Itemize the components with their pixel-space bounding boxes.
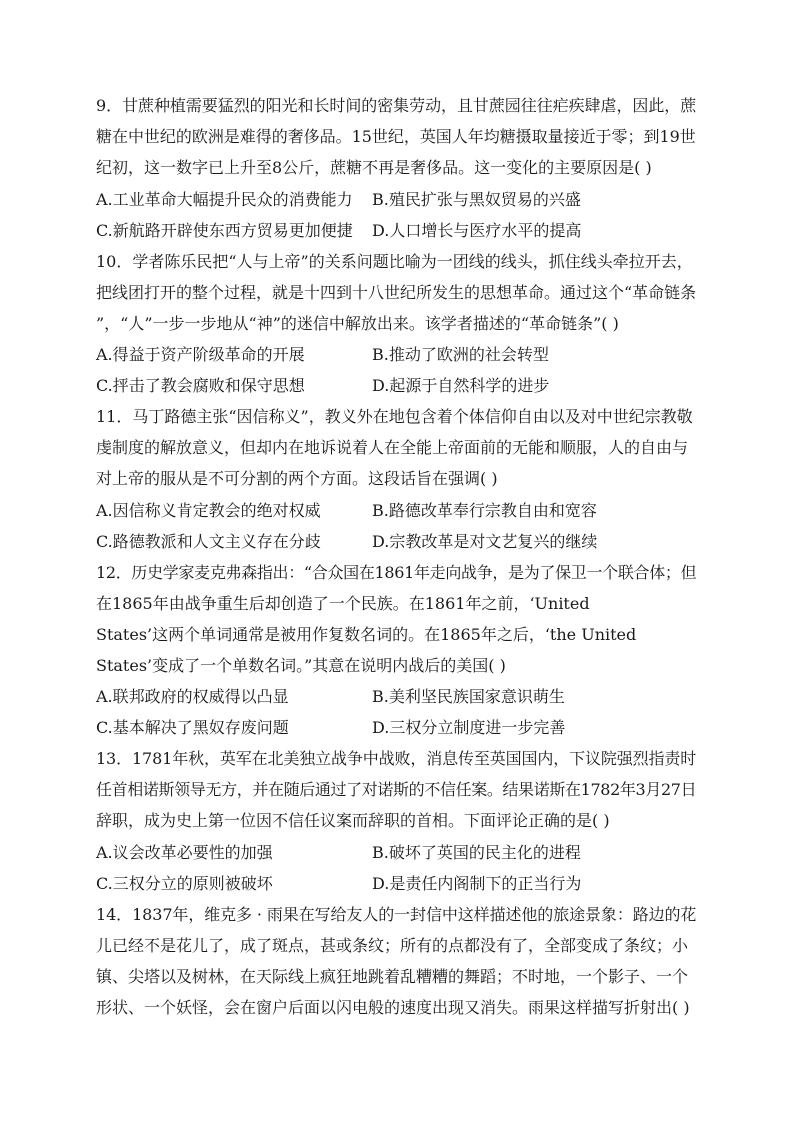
q12-option-c[interactable]: C.基本解决了黑奴存废问题	[96, 718, 289, 737]
q12-option-d[interactable]: D.三权分立制度进一步完善	[372, 718, 566, 737]
q12-stem-line-2: 在1865年由战争重生后却创造了一个民族。在1861年之前，‘United	[96, 594, 590, 613]
q13-option-a[interactable]: A.议会改革必要性的加强	[96, 843, 273, 862]
q9-stem-line-2: 糖在中世纪的欧洲是难得的奢侈品。15世纪，英国人年均糖摄取量接近于零；到19世	[96, 127, 696, 146]
q9-stem-line-3: 纪初，这一数字已上升至8公斤，蔗糖不再是奢侈品。这一变化的主要原因是( )	[96, 158, 652, 177]
q11-option-a[interactable]: A.因信称义肯定教会的绝对权威	[96, 501, 321, 520]
q10-option-c[interactable]: C.抨击了教会腐败和保守思想	[96, 376, 305, 395]
q13-stem-line-3: 辞职，成为史上第一位因不信任议案而辞职的首相。下面评论正确的是( )	[96, 811, 610, 830]
q14-stem-line-2: 儿已经不是花儿了，成了斑点，甚或条纹；所有的点都没有了，全部变成了条纹；小	[96, 936, 689, 955]
q12-option-b[interactable]: B.美利坚民族国家意识萌生	[372, 687, 565, 706]
q14-stem-line-4: 形状、一个妖怪，会在窗户后面以闪电般的速度出现又消失。雨果这样描写折射出( )	[96, 998, 690, 1017]
q13-option-b[interactable]: B.破坏了英国的民主化的进程	[372, 843, 581, 862]
q12-option-a[interactable]: A.联邦政府的权威得以凸显	[96, 687, 289, 706]
q11-option-d[interactable]: D.宗教改革是对文艺复兴的继续	[372, 532, 598, 551]
q14-stem-line-1: 14．1837年，维克多 · 雨果在写给友人的一封信中这样描述他的旅途景象：路边的花	[96, 905, 696, 924]
q13-stem-line-2: 任首相诺斯领导无方，并在随后通过了对诺斯的不信任案。结果诺斯在1782年3月27日	[96, 780, 696, 799]
q9-option-b[interactable]: B.殖民扩张与黑奴贸易的兴盛	[372, 190, 581, 209]
q11-option-b[interactable]: B.路德改革奉行宗教自由和宽容	[372, 501, 597, 520]
q13-stem-line-1: 13．1781年秋，英军在北美独立战争中战败，消息传至英国国内，下议院强烈指责时	[96, 749, 696, 768]
q10-option-a[interactable]: A.得益于资产阶级革命的开展	[96, 345, 305, 364]
q9-option-c[interactable]: C.新航路开辟使东西方贸易更加便捷	[96, 221, 353, 240]
q11-stem-line-2: 虔制度的解放意义，但却内在地诉说着人在全能上帝面前的无能和顺服，人的自由与	[96, 438, 689, 457]
q12-stem-line-1: 12．历史学家麦克弗森指出：“合众国在1861年走向战争，是为了保卫一个联合体；但	[96, 563, 696, 582]
q10-option-d[interactable]: D.起源于自然科学的进步	[372, 376, 550, 395]
q11-stem-line-1: 11．马丁路德主张“因信称义”，教义外在地包含着个体信仰自由以及对中世纪宗教敬	[96, 407, 693, 426]
q9-option-a[interactable]: A.工业革命大幅提升民众的消费能力	[96, 190, 353, 209]
q10-stem-line-3: ”，“人”一步一步地从“神”的迷信中解放出来。该学者描述的“革命链条”( )	[96, 314, 619, 333]
q9-option-d[interactable]: D.人口增长与医疗水平的提高	[372, 221, 582, 240]
q13-option-c[interactable]: C.三权分立的原则被破坏	[96, 874, 273, 893]
q10-stem-line-2: 把线团打开的整个过程，就是十四到十八世纪所发生的思想革命。通过这个“革命链条	[96, 283, 696, 302]
q14-stem-line-3: 镇、尖塔以及树林，在天际线上疯狂地跳着乱糟糟的舞蹈；不时地，一个影子、一个	[96, 967, 689, 986]
q12-stem-line-3: States’这两个单词通常是被用作复数名词的。在1865年之后，‘the United	[96, 625, 637, 644]
q10-option-b[interactable]: B.推动了欧洲的社会转型	[372, 345, 549, 364]
q12-stem-line-4: States’变成了一个单数名词。”其意在说明内战后的美国( )	[96, 656, 506, 675]
q13-option-d[interactable]: D.是责任内阁制下的正当行为	[372, 874, 582, 893]
q10-stem-line-1: 10．学者陈乐民把“人与上帝”的关系问题比喻为一团线的线头，抓住线头牵拉开去，	[96, 252, 693, 271]
q11-option-c[interactable]: C.路德教派和人文主义存在分歧	[96, 532, 321, 551]
q9-stem-line-1: 9．甘蔗种植需要猛烈的阳光和长时间的密集劳动，且甘蔗园往往疟疾肆虐，因此，蔗	[96, 96, 696, 115]
q11-stem-line-3: 对上帝的服从是不可分割的两个方面。这段话旨在强调( )	[96, 469, 498, 488]
